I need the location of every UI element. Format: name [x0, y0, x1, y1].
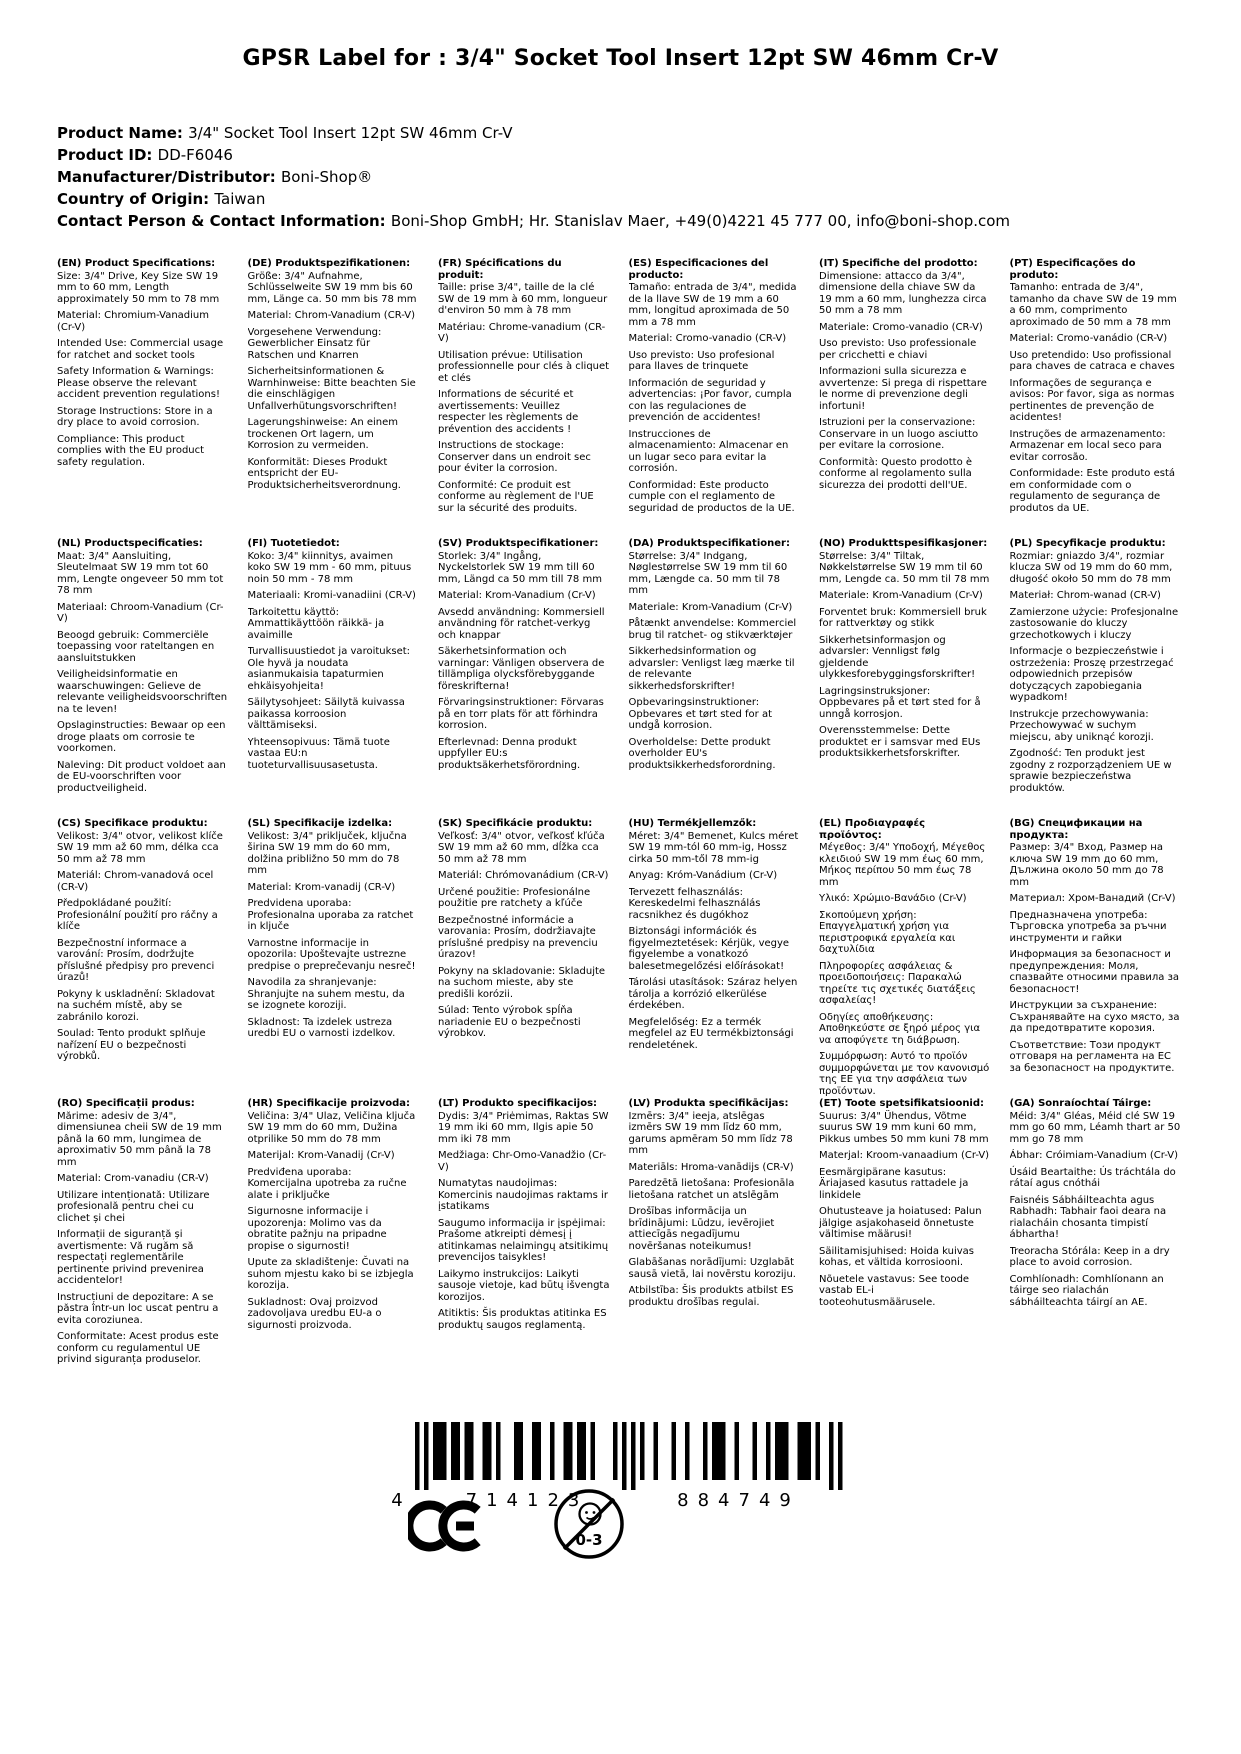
lang-block-heading: (SL) Specifikacije izdelka: [247, 818, 393, 829]
lang-block-da [629, 538, 807, 818]
product-info-label: Contact Person & Contact Information: [57, 212, 391, 230]
spec-paragraph: Οδηγίες αποθήκευσης: Αποθηκεύστε σε ξηρό μέρος για να αποφύγετε τη διάβρωση. [819, 1011, 981, 1046]
product-info-label: Country of Origin: [57, 190, 215, 208]
spec-paragraph: Overholdelse: Dette produkt overholder EU's produktsikkerhedsforordning. [628, 736, 776, 771]
spec-paragraph: Conformité: Ce produit est conforme au règlement de l'UE sur la sécurité des produits. [438, 479, 594, 514]
spec-paragraph: Dydis: 3/4" Priėmimas, Raktas SW 19 mm iki 60 mm, Ilgis apie 50 mm iki 78 mm [438, 1110, 609, 1145]
lang-block-heading: (FR) Spécifications du produit: [438, 258, 562, 281]
lang-block-heading: (SK) Špecifikácie produktu: [438, 818, 593, 829]
lang-block-no [819, 538, 997, 818]
spec-paragraph: Materiál: Chrom-vanadová ocel (CR-V) [57, 870, 214, 893]
spec-paragraph: Informazioni sulla sicurezza e avvertenze: Si prega di rispettare le norme di prevenzione degli infortuni! [819, 366, 987, 412]
spec-paragraph: Megfelelőség: Ez a termék megfelel az EU termékbiztonsági rendeletének. [628, 1016, 794, 1051]
spec-paragraph: Soulad: Tento produkt splňuje nařízení EU o bezpečnosti výrobků. [57, 1028, 206, 1062]
lang-block-paragraphs [438, 831, 610, 1040]
lang-block-heading: (PT) Especificações do produto: [1009, 258, 1136, 281]
product-info-label: Product ID: [57, 146, 158, 164]
lang-block-heading: (CS) Specifikace produktu: [57, 818, 208, 829]
lang-block-paragraphs [57, 551, 229, 795]
spec-paragraph: Material: Crom-vanadiu (CR-V) [57, 1173, 209, 1184]
spec-paragraph: Tárolási utasítások: Száraz helyen tárolja a korrózió elkerülése érdekében. [628, 977, 798, 1011]
lang-block-heading: (EN) Product Specifications: [57, 258, 216, 269]
spec-paragraph: Predviđena uporaba: Komercijalna upotreba za ručne alate i priključke [247, 1166, 407, 1201]
spec-paragraph: Forventet bruk: Kommersiell bruk for rattverktøy og stikk [819, 606, 987, 629]
lang-block-cs [57, 818, 235, 1098]
lang-block-lv [629, 1098, 807, 1378]
spec-paragraph: Materjal: Kroom-vanaadium (Cr-V) [819, 1150, 990, 1161]
spec-paragraph: Lagerungshinweise: An einem trockenen Ort lagern, um Korrosion zu vermeiden. [247, 417, 399, 451]
spec-paragraph: Størrelse: 3/4" Indgang, Nøglestørrelse SW 19 mm til 60 mm, Længde ca. 50 mm til 78 mm [628, 550, 788, 596]
lang-block-et [819, 1098, 997, 1378]
lang-block-heading: (FI) Tuotetiedot: [247, 538, 340, 549]
ce-mark-icon [408, 1497, 486, 1559]
lang-block-heading: (LT) Produkto specifikacijos: [438, 1098, 598, 1109]
spec-paragraph: Veiligheidsinformatie en waarschuwingen: Gelieve de relevante veiligheidsvoorschriften na te leven! [57, 669, 228, 715]
lang-block-heading: (EL) Προδιαγραφές προϊόντος: [819, 818, 926, 841]
spec-paragraph: Paredzētā lietošana: Profesionāla lietošana ratchet un atslēgām [628, 1178, 795, 1201]
lang-block-el [819, 818, 997, 1098]
spec-paragraph: Předpokládané použití: Profesionální použití pro ráčny a klíče [57, 898, 218, 932]
barcode-prefix-digit: 4 [391, 1490, 403, 1511]
spec-paragraph: Veľkosť: 3/4" otvor, veľkosť kľúča SW 19 mm až 60 mm, dĺžka cca 50 mm až 78 mm [438, 830, 605, 865]
spec-paragraph: Förvaringsinstruktioner: Förvaras på en torr plats för att förhindra korrosion. [438, 697, 604, 731]
spec-paragraph: Tarkoitettu käyttö: Ammattikäyttöön räikkä- ja avaimille [247, 606, 385, 641]
lang-block-paragraphs [819, 271, 991, 492]
lang-block-paragraphs [629, 831, 801, 1052]
product-info-row [57, 188, 1184, 210]
product-info-row [57, 210, 1184, 232]
spec-paragraph: Påtænkt anvendelse: Kommerciel brug til ratchet- og stikværktøjer [628, 618, 797, 641]
spec-paragraph: Overensstemmelse: Dette produktet er i samsvar med EUs produktsikkerhetsforskrifter. [819, 725, 981, 759]
lang-block-en [57, 258, 235, 538]
spec-paragraph: Avsedd användning: Kommersiell användning för ratchet-verkyg och knappar [438, 606, 605, 641]
barcode-left-digits: 714123 [465, 1490, 589, 1511]
spec-paragraph: Turvallisuustiedot ja varoitukset: Ole hyvä ja noudata asianmukaisia tapaturmien ehkäisyohjeita! [247, 646, 411, 692]
spec-paragraph: Sikkerhedsinformation og advarsler: Venligst læg mærke til de relevante sikkerhedsforskrifter! [628, 646, 795, 692]
spec-paragraph: Lagringsinstruksjoner: Oppbevares på et tørt sted for å unngå korrosjon. [819, 685, 981, 720]
spec-paragraph: Instrucțiuni de depozitare: A se păstra într-un loc uscat pentru a evita coroziunea. [57, 1291, 219, 1326]
spec-paragraph: Glabāšanas norādījumi: Uzglabāt sausā vietā, lai novērstu koroziju. [628, 1257, 796, 1280]
spec-paragraph: Materiāls: Hroma-vanādijs (CR-V) [628, 1161, 794, 1173]
lang-block-lt [438, 1098, 616, 1378]
lang-block-heading: (NL) Productspecificaties: [57, 538, 203, 549]
spec-paragraph: Материал: Хром-Ванадий (Cr-V) [1009, 893, 1176, 904]
spec-paragraph: Comhlíonadh: Comhlíonann an táirge seo rialachán sábháilteachta táirgí an AE. [1009, 1273, 1164, 1308]
spec-paragraph: Naleving: Dit product voldoet aan de EU-voorschriften voor productveiligheid. [57, 759, 226, 794]
product-info-row [57, 166, 1184, 188]
spec-paragraph: Σκοπούμενη χρήση: Επαγγελματική χρήση για περιστροφικά εργαλεία και δαχτυλίδια [819, 909, 956, 955]
spec-paragraph: Ábhar: Cróimiam-Vanadium (Cr-V) [1009, 1150, 1178, 1161]
spec-paragraph: Informații de siguranță și avertismente: Vă rugăm să respectați reglementările pertinente privind prevenirea accidentelor! [57, 1229, 204, 1286]
spec-paragraph: Súlad: Tento výrobok spĺňa nariadenie EU o bezpečnosti výrobkov. [438, 1005, 581, 1039]
lang-block-heading: (DE) Produktspezifikationen: [247, 258, 411, 269]
lang-block-heading: (LV) Produkta specifikācijas: [628, 1098, 789, 1109]
spec-paragraph: Bezpečnostné informácie a varovania: Prosím, dodržiavajte príslušné predpisy na prevenciu úrazov! [438, 914, 598, 960]
lang-block-paragraphs [1010, 282, 1182, 514]
lang-block-heading: (NO) Produkttspesifikasjoner: [819, 538, 988, 549]
spec-paragraph: Conformità: Questo prodotto è conforme al regolamento sulla sicurezza dei prodotti dell'UE. [819, 456, 973, 491]
spec-paragraph: Opslaginstructies: Bewaar op een droge plaats om corrosie te voorkomen. [57, 720, 226, 754]
spec-paragraph: Utilizare intenționată: Utilizare profesională pentru chei cu clichet și chei [57, 1189, 210, 1224]
lang-block-heading: (PL) Specyfikacje produktu: [1009, 538, 1166, 549]
spec-paragraph: Material: Chromium-Vanadium (Cr-V) [57, 310, 209, 333]
spec-paragraph: Sukladnost: Ovaj proizvod zadovoljava uredbu EU-a o sigurnosti proizvoda. [247, 1296, 382, 1331]
lang-block-ga [1010, 1098, 1188, 1378]
spec-paragraph: Conformitate: Acest produs este conform cu regulamentul UE privind siguranța produselor. [57, 1331, 219, 1365]
lang-block-nl [57, 538, 235, 818]
spec-paragraph: Ohutusteave ja hoiatused: Palun jälgige asjakohaseid õnnetuste vältimise määrusi! [819, 1206, 982, 1240]
spec-paragraph: Koko: 3/4" kiinnitys, avaimen koko SW 19 mm - 60 mm, pituus noin 50 mm - 78 mm [247, 550, 412, 585]
spec-paragraph: Tamanho: entrada de 3/4", tamanho da chave SW de 19 mm a 60 mm, comprimento aproximado de 50 mm a 78 mm [1009, 282, 1177, 328]
spec-paragraph: Συμμόρφωση: Αυτό το προϊόν συμμορφώνεται με τον κανονισμό της ΕΕ για την ασφάλεια των προϊόντων. [819, 1051, 990, 1097]
spec-paragraph: Säkerhetsinformation och varningar: Vänligen observera de tillämpliga olycksförebyggande föreskrifterna! [438, 646, 605, 692]
spec-paragraph: Material: Cromo-vanadio (CR-V) [628, 333, 787, 344]
product-info-row [57, 144, 1184, 166]
product-info-value: Boni-Shop GmbH; Hr. Stanislav Maer, +49(0)4221 45 777 00, info@boni-shop.com [390, 212, 1011, 230]
spec-paragraph: Anyag: Króm-Vanádium (Cr-V) [628, 870, 778, 881]
spec-paragraph: Uso previsto: Uso profesional para llaves de trinquete [628, 349, 775, 372]
spec-paragraph: Materiale: Cromo-vanadio (CR-V) [819, 321, 983, 333]
spec-paragraph: Suurus: 3/4" Ühendus, Võtme suurus SW 19 mm kuni 60 mm, Pikkus umbes 50 mm kuni 78 mm [819, 1110, 989, 1145]
lang-block-heading: (SV) Produktspecifikationer: [438, 538, 599, 549]
lang-block-heading: (HR) Specifikacije proizvoda: [247, 1098, 411, 1109]
spec-paragraph: Opbevaringsinstruktioner: Opbevares et tørt sted for at undgå korrosion. [628, 697, 772, 731]
spec-paragraph: Materiaal: Chroom-Vanadium (Cr-V) [57, 601, 224, 624]
lang-block-paragraphs [1010, 551, 1182, 795]
lang-block-es [629, 258, 807, 538]
spec-paragraph: Uso previsto: Uso professionale per cricchetti e chiavi [819, 338, 977, 361]
product-info-label: Product Name: [57, 124, 189, 142]
spec-paragraph: Sikkerhetsinformasjon og advarsler: Vennligst følg gjeldende ulykkesforebyggingsforskrifter! [819, 634, 976, 680]
lang-block-paragraphs [438, 551, 610, 772]
spec-paragraph: Pokyny k uskladnění: Skladovat na suchém místě, aby se zabránilo korozi. [57, 988, 215, 1023]
spec-paragraph: Upute za skladištenje: Čuvati na suhom mjestu kako bi se izbjegla korozija. [247, 1257, 414, 1291]
spec-paragraph: Taille: prise 3/4", taille de la clé SW de 19 mm à 60 mm, longueur d'environ 50 mm à 78 mm [438, 282, 608, 316]
spec-paragraph: Material: Cromo-vanádio (CR-V) [1009, 333, 1168, 344]
lang-block-paragraphs [57, 831, 229, 1063]
lang-block-fi [248, 538, 426, 818]
spec-paragraph: Úsáid Beartaithe: Ús tráchtála do rátaí agus cnóthái [1009, 1166, 1176, 1189]
spec-paragraph: Faisnéis Sábháilteachta agus Rabhadh: Tabhair faoi deara na rialacháin chosanta timpistí ábhartha! [1009, 1194, 1167, 1240]
spec-paragraph: Atitiktis: Šis produktas atitinka ES produktų saugos reglamentą. [438, 1308, 607, 1331]
spec-paragraph: Conformidade: Este produto está em conformidade com o regulamento de segurança de produtos da UE. [1009, 468, 1176, 514]
spec-paragraph: Skladnost: Ta izdelek ustreza uredbi EU o varnosti izdelkov. [247, 1016, 396, 1039]
spec-paragraph: Информация за безопасност и предупреждения: Моля, спазвайте относими правила за безопасност! [1009, 949, 1180, 995]
lang-block-heading: (BG) Спецификации на продукта: [1009, 818, 1143, 841]
spec-paragraph: Numatytas naudojimas: Komercinis naudojimas raktams ir įstatikams [438, 1178, 608, 1212]
spec-paragraph: Maat: 3/4" Aansluiting, Sleutelmaat SW 19 mm tot 60 mm, Lengte ongeveer 50 mm tot 78 mm [57, 550, 224, 596]
spec-paragraph: Storage Instructions: Store in a dry place to avoid corrosion. [57, 405, 213, 428]
spec-paragraph: Conformidad: Este producto cumple con el reglamento de seguridad de productos de la UE. [628, 479, 795, 514]
spec-paragraph: Material: Krom-vanadij (CR-V) [247, 881, 396, 893]
spec-paragraph: Instrukcje przechowywania: Przechowywać w suchym miejscu, aby uniknąć korozji. [1009, 708, 1154, 743]
lang-block-paragraphs [248, 831, 420, 1040]
spec-paragraph: Laikymo instrukcijos: Laikyti sausoje vietoje, kad būtų išvengta korozijos. [438, 1268, 610, 1303]
product-info-row [57, 122, 1184, 144]
spec-paragraph: Utilisation prévue: Utilisation professionnelle pour clés à cliquet et clés [438, 349, 610, 384]
lang-block-paragraphs [629, 551, 801, 772]
product-info [57, 122, 1184, 232]
spec-paragraph: Instruções de armazenamento: Armazenar em local seco para evitar corrosão. [1009, 428, 1166, 463]
lang-block-paragraphs [248, 551, 420, 772]
product-info-value: DD-F6046 [157, 146, 233, 164]
spec-paragraph: Drošības informācija un brīdinājumi: Lūdzu, ievērojiet attiecīgās negadījumu novēršanas noteikumus! [628, 1206, 775, 1252]
spec-paragraph: Rozmiar: gniazdo 3/4", rozmiar klucza SW od 19 mm do 60 mm, długość około 50 mm do 78 mm [1009, 550, 1173, 585]
spec-paragraph: Nõuetele vastavus: See toode vastab EL-i tooteohutusmäärusele. [819, 1273, 970, 1308]
product-info-value: Boni-Shop® [280, 168, 373, 186]
spec-paragraph: Saugumo informacija ir įspėjimai: Prašome atkreipti dėmesį į atitinkamas nelaimingų atsitikimų prevencijos taisykles! [438, 1217, 609, 1263]
spec-paragraph: Intended Use: Commercial usage for ratchet and socket tools [57, 338, 224, 361]
spec-paragraph: Predvidena uporaba: Profesionalna uporaba za ratchet in ključe [247, 898, 414, 932]
spec-paragraph: Efterlevnad: Denna produkt uppfyller EU:s produktsäkerhetsförordning. [438, 736, 581, 771]
lang-block-sv [438, 538, 616, 818]
spec-paragraph: Materiale: Krom-Vanadium (Cr-V) [628, 601, 793, 613]
spec-paragraph: Treoracha Stórála: Keep in a dry place to avoid corrosion. [1009, 1245, 1170, 1268]
language-grid [57, 258, 1187, 1378]
spec-paragraph: Compliance: This product complies with the EU product safety regulation. [57, 433, 205, 468]
spec-paragraph: Material: Chrom-Vanadium (CR-V) [247, 310, 415, 321]
spec-paragraph: Size: 3/4" Drive, Key Size SW 19 mm to 60 mm, Length approximately 50 mm to 78 mm [57, 270, 220, 305]
spec-paragraph: Matériau: Chrome-vanadium (CR-V) [438, 321, 606, 344]
lang-block-bg [1010, 818, 1188, 1098]
spec-paragraph: Storlek: 3/4" Ingång, Nyckelstorlek SW 19 mm till 60 mm, Längd ca 50 mm till 78 mm [438, 550, 602, 585]
spec-paragraph: Biztonsági információk és figyelmeztetések: Kérjük, vegye figyelembe a vonatkozó balesetmegelőzési előírásokat! [628, 926, 790, 972]
spec-paragraph: Υλικό: Χρώμιο-Βανάδιο (Cr-V) [819, 893, 967, 904]
lang-block-sk [438, 818, 616, 1098]
product-info-label: Manufacturer/Distributor: [57, 168, 281, 186]
spec-paragraph: Eesmärgipärane kasutus: Äriajased kasutus rattadele ja linkidele [819, 1166, 969, 1201]
lang-block-paragraphs [438, 282, 610, 514]
spec-paragraph: Konformität: Dieses Produkt entspricht der EU-Produktsicherheitsverordnung. [247, 456, 401, 491]
spec-paragraph: Съответствие: Този продукт отговаря на регламента на ЕС за безопасност на продуктите. [1009, 1039, 1175, 1074]
spec-paragraph: Mărime: adesiv de 3/4", dimensiunea cheii SW de 19 mm până la 60 mm, lungimea de aproximativ 50 mm până la 78 mm [57, 1110, 222, 1168]
lang-block-heading: (IT) Specifiche del prodotto: [819, 258, 978, 269]
spec-paragraph: Инструкции за съхранение: Съхранявайте на сухо място, за да предотвратите корозия. [1009, 1000, 1180, 1034]
lang-block-heading: (ES) Especificaciones del producto: [628, 258, 769, 281]
lang-block-paragraphs [629, 282, 801, 514]
age-warning-0-3-icon [553, 1488, 625, 1564]
spec-paragraph: Material: Krom-Vanadium (Cr-V) [438, 590, 596, 601]
spec-paragraph: Información de seguridad y advertencias: ¡Por favor, cumpla con las regulaciones de prevención de accidentes! [628, 377, 792, 423]
product-info-value: Taiwan [214, 190, 266, 208]
product-info-value: 3/4" Socket Tool Insert 12pt SW 46mm Cr-V [188, 124, 513, 142]
footer [0, 1400, 1241, 1754]
spec-paragraph: Méret: 3/4" Bemenet, Kulcs méret SW 19 mm-tól 60 mm-ig, Hossz cirka 50 mm-től 78 mm-ig [628, 830, 799, 865]
lang-block-paragraphs [438, 1111, 610, 1332]
spec-paragraph: Säilytysohjeet: Säilytä kuivassa paikassa korroosion välttämiseksi. [247, 697, 405, 731]
lang-block-sl [248, 818, 426, 1098]
spec-paragraph: Sigurnosne informacije i upozorenja: Molimo vas da obratite pažnju na pripadne propise o sigurnosti! [247, 1206, 387, 1252]
spec-paragraph: Velikost: 3/4" otvor, velikost klíče SW 19 mm až 60 mm, délka cca 50 mm až 78 mm [57, 830, 223, 865]
lang-block-paragraphs [819, 1111, 991, 1309]
spec-paragraph: Предназначена употреба: Търговска употреба за ръчни инструменти и гайки [1009, 909, 1167, 944]
spec-paragraph: Medžiaga: Chr-Omo-Vanadžio (Cr-V) [438, 1150, 607, 1173]
spec-paragraph: Materiał: Chrom-wanad (CR-V) [1009, 590, 1161, 601]
spec-paragraph: Velikost: 3/4" priključek, ključna širina SW 19 mm do 60 mm, dolžina približno 50 mm do 78 mm [247, 830, 407, 876]
lang-block-paragraphs [819, 551, 991, 760]
lang-block-pt [1010, 258, 1188, 538]
spec-paragraph: Materiale: Krom-Vanadium (Cr-V) [819, 590, 983, 601]
lang-block-it [819, 258, 997, 538]
lang-block-paragraphs [1010, 1111, 1182, 1309]
lang-block-heading: (HU) Termékjellemzők: [628, 818, 757, 829]
spec-paragraph: Informations de sécurité et avertissements: Veuillez respecter les règlements de prévention des accidents ! [438, 389, 579, 435]
lang-block-heading: (RO) Specificații produs: [57, 1098, 195, 1109]
spec-paragraph: Πληροφορίες ασφάλειας & προειδοποιήσεις: Παρακαλώ τηρείτε τις σχετικές διατάξεις ασφαλείας! [819, 960, 976, 1006]
spec-paragraph: Dimensione: attacco da 3/4", dimensione della chiave SW da 19 mm a 60 mm, lunghezza circa 50 mm a 78 mm [819, 270, 987, 316]
lang-block-heading: (GA) Sonraíochtaí Táirge: [1009, 1098, 1152, 1109]
lang-block-paragraphs [57, 271, 229, 469]
spec-paragraph: Säilitamisjuhised: Hoida kuivas kohas, et vältida korrosiooni. [819, 1245, 975, 1268]
spec-paragraph: Izmērs: 3/4" ieeja, atslēgas izmērs SW 19 mm līdz 60 mm, garums apmēram 50 mm līdz 78 mm [628, 1110, 793, 1156]
spec-paragraph: Uso pretendido: Uso profissional para chaves de catraca e chaves [1009, 349, 1175, 372]
spec-paragraph: Navodila za shranjevanje: Shranjujte na suhem mestu, da se izognete koroziji. [247, 977, 405, 1011]
spec-paragraph: Zamierzone użycie: Profesjonalne zastosowanie do kluczy grzechotkowych i kluczy [1009, 606, 1179, 641]
barcode-right-digits: 884749 [677, 1490, 800, 1511]
spec-paragraph: Určené použitie: Profesionálne použitie pre ratchety a kľúče [438, 886, 591, 909]
spec-paragraph: Μέγεθος: 3/4" Υποδοχή, Μέγεθος κλειδιού SW 19 mm έως 60 mm, Μήκος περίπου 50 mm έως 78 mm [819, 842, 986, 888]
spec-paragraph: Zgodność: Ten produkt jest zgodny z rozporządzeniem UE w sprawie bezpieczeństwa produktów. [1009, 748, 1172, 794]
spec-paragraph: Vorgesehene Verwendung: Gewerblicher Einsatz für Ratschen und Knarren [247, 326, 382, 361]
lang-block-ro [57, 1098, 235, 1378]
spec-paragraph: Informações de segurança e avisos: Por favor, siga as normas pertinentes de prevenção de acidentes! [1009, 377, 1175, 423]
spec-paragraph: Bezpečnostní informace a varování: Prosím, dodržujte příslušné předpisy pro prevenci úrazů! [57, 937, 215, 983]
lang-block-paragraphs [629, 1111, 801, 1309]
lang-block-hr [248, 1098, 426, 1378]
spec-paragraph: Instrucciones de almacenamiento: Almacenar en un lugar seco para evitar la corrosión. [628, 428, 789, 474]
spec-paragraph: Materiál: Chrómovanádium (CR-V) [438, 870, 609, 881]
spec-paragraph: Yhteensopivuus: Tämä tuote vastaa EU:n tuoteturvallisuusasetusta. [247, 736, 390, 771]
spec-paragraph: Размер: 3/4" Вход, Размер на ключа SW 19 mm до 60 mm, Дължина около 50 mm до 78 mm [1009, 842, 1164, 888]
spec-paragraph: Pokyny na skladovanie: Skladujte na suchom mieste, aby ste predišli korózii. [438, 965, 606, 1000]
spec-paragraph: Beoogd gebruik: Commerciële toepassing voor rateltangen en aansluitstukken [57, 629, 215, 664]
spec-paragraph: Instructions de stockage: Conserver dans un endroit sec pour éviter la corrosion. [438, 440, 591, 474]
spec-paragraph: Sicherheitsinformationen & Warnhinweise: Bitte beachten Sie die einschlägigen Unfallverhütungsvorschriften! [247, 366, 416, 412]
lang-block-paragraphs [57, 1111, 229, 1366]
spec-paragraph: Materijal: Krom-Vanadij (Cr-V) [247, 1150, 395, 1161]
lang-block-paragraphs [248, 1111, 420, 1332]
spec-paragraph: Atbilstība: Šis produkts atbilst ES produktu drošības regulai. [628, 1285, 794, 1308]
lang-block-paragraphs [1010, 842, 1182, 1074]
lang-block-hu [629, 818, 807, 1098]
spec-paragraph: Varnostne informacije in opozorila: Upoštevajte ustrezne predpise o preprečevanju nesreč! [247, 937, 416, 972]
spec-paragraph: Veličina: 3/4" Ulaz, Veličina ključa SW 19 mm do 60 mm, Dužina otprilike 50 mm do 78 mm [247, 1110, 416, 1145]
lang-block-pl [1010, 538, 1188, 818]
lang-block-paragraphs [248, 271, 420, 492]
spec-paragraph: Informacje o bezpieczeństwie i ostrzeżenia: Proszę przestrzegać odpowiednich przepisów dotyczących zapobiegania wypadkom! [1009, 646, 1174, 703]
spec-paragraph: Tamaño: entrada de 3/4", medida de la llave SW de 19 mm a 60 mm, longitud aproximada de 50 mm a 78 mm [628, 282, 797, 328]
lang-block-paragraphs [819, 842, 991, 1097]
spec-paragraph: Safety Information & Warnings: Please observe the relevant accident prevention regulations! [57, 366, 220, 400]
lang-block-fr [438, 258, 616, 538]
page-title: GPSR Label for : 3/4" Socket Tool Insert 12pt SW 46mm Cr-V [242, 46, 999, 71]
spec-paragraph: Tervezett felhasználás: Kereskedelmi felhasználás racsnikhez és dugókhoz [628, 886, 761, 921]
lang-block-heading: (DA) Produktspecifikationer: [628, 538, 790, 549]
age-warning-label: 0-3 [575, 1531, 603, 1549]
spec-paragraph: Größe: 3/4" Aufnahme, Schlüsselweite SW 19 mm bis 60 mm, Länge ca. 50 mm bis 78 mm [247, 270, 417, 305]
lang-block-heading: (ET) Toote spetsifikatsioonid: [819, 1098, 985, 1109]
lang-block-de [248, 258, 426, 538]
spec-paragraph: Istruzioni per la conservazione: Conservare in un luogo asciutto per evitare la corrosione. [819, 417, 979, 451]
spec-paragraph: Méid: 3/4" Gléas, Méid clé SW 19 mm go 60 mm, Léamh thart ar 50 mm go 78 mm [1009, 1110, 1181, 1145]
spec-paragraph: Størrelse: 3/4" Tiltak, Nøkkelstørrelse SW 19 mm til 60 mm, Lengde ca. 50 mm til 78 mm [819, 550, 990, 585]
spec-paragraph: Materiaali: Kromi-vanadiini (CR-V) [247, 590, 416, 601]
